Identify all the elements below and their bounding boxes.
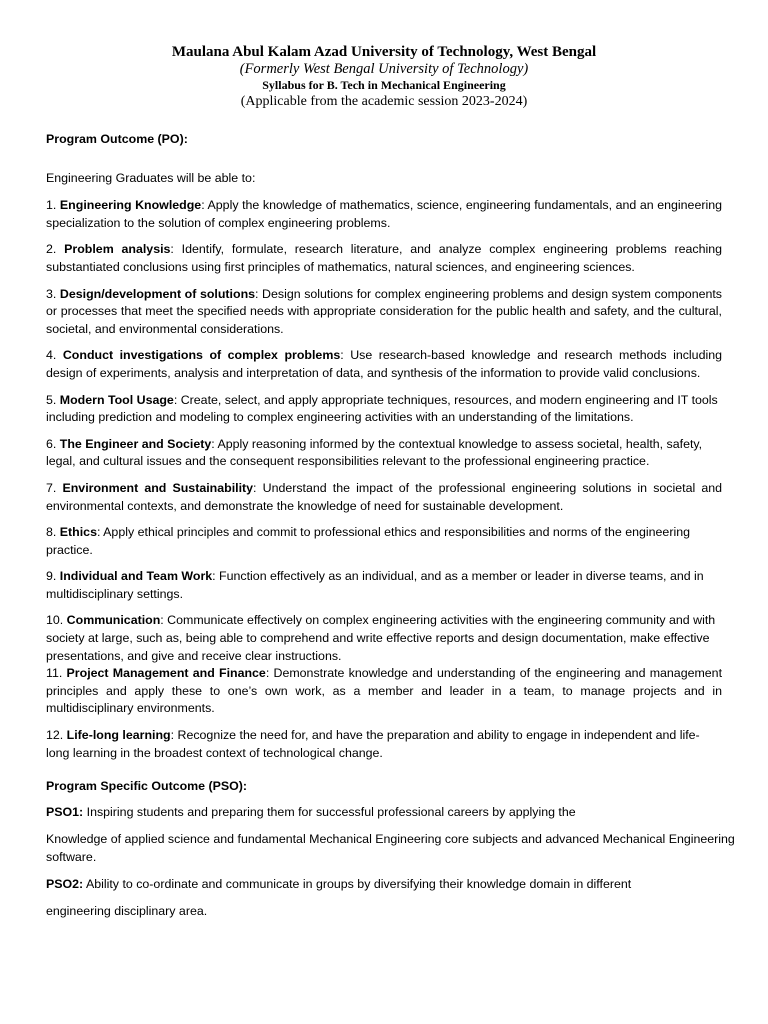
po-item: 3. Design/development of solutions: Design solutions for complex engineering problems and design system components or processes that meet the specified needs with appropriate consideration for the public health and safety, and the cultural, societal, and environmental considerations. bbox=[46, 286, 723, 336]
po-item-title: Ethics bbox=[59, 525, 97, 540]
university-name: Maulana Abul Kalam Azad University of Technology, West Bengal bbox=[171, 44, 597, 60]
po-item-title: Engineering Knowledge bbox=[59, 198, 202, 213]
po-item: 1. Engineering Knowledge: Apply the knowledge of mathematics, science, engineering fundamentals, and an engineering specialization to the solution of complex engineering problems. bbox=[46, 198, 722, 230]
document-body bbox=[46, 131, 735, 921]
po-item-title: Environment and Sustainability bbox=[62, 480, 254, 495]
pso-section-title: Program Specific Outcome (PSO): bbox=[46, 779, 248, 794]
po-item-title: Conduct investigations of complex problems bbox=[62, 348, 341, 363]
pso2-continuation: engineering disciplinary area. bbox=[46, 904, 208, 919]
pso1-continuation: Knowledge of applied science and fundamental Mechanical Engineering core subjects and advanced Mechanical Engineering software. bbox=[46, 832, 735, 864]
po-item-title: Life-long learning bbox=[66, 728, 171, 743]
po-item-title: Design/development of solutions bbox=[59, 286, 256, 301]
po-intro: Engineering Graduates will be able to: bbox=[46, 170, 256, 185]
po-item: 7. Environment and Sustainability: Understand the impact of the professional engineering solutions in societal and environmental contexts, and demonstrate the knowledge of need for sustainable development. bbox=[46, 480, 723, 513]
po-item-title: Problem analysis bbox=[64, 242, 171, 257]
document-header bbox=[0, 44, 768, 110]
po-item: 12. Life-long learning: Recognize the need for, and have the preparation and ability to engage in independent and life-long learning in the broadest context of technological change. bbox=[46, 728, 700, 760]
po-item: 4. Conduct investigations of complex problems: Use research-based knowledge and research methods including design of experiments, analysis and interpretation of data, and synthesis of the information to provide valid conclusions. bbox=[46, 348, 722, 380]
po-item-title: Individual and Team Work bbox=[59, 569, 213, 584]
po-item: 10. Communication: Communicate effectively on complex engineering activities with the engineering community and with society at large, such as, being able to comprehend and write effective reports and design documentation, make effective presentations, and give and receive clear instructions. bbox=[46, 613, 716, 663]
po-item-title: Communication bbox=[66, 613, 161, 628]
po-item: 8. Ethics: Apply ethical principles and commit to professional ethics and responsibilities and norms of the engineering practice. bbox=[46, 525, 690, 557]
pso2-item: PSO2: Ability to co-ordinate and communicate in groups by diversifying their knowledge domain in different bbox=[46, 876, 632, 891]
pso1-label: PSO1: bbox=[46, 804, 84, 819]
former-name: (Formerly West Bengal University of Technology) bbox=[239, 61, 529, 77]
pso1-item: PSO1: Inspiring students and preparing them for successful professional careers by applying the bbox=[46, 804, 576, 819]
po-item: 11. Project Management and Finance: Demonstrate knowledge and understanding of the engineering and management principles and apply these to one’s own work, as a member and leader in a team, to manage projects and in multidisciplinary environments. bbox=[46, 666, 723, 716]
pso2-label: PSO2: bbox=[46, 876, 84, 891]
applicable-session: (Applicable from the academic session 2023-2024) bbox=[240, 94, 528, 109]
po-item: 9. Individual and Team Work: Function effectively as an individual, and as a member or leader in diverse teams, and in multidisciplinary settings. bbox=[46, 569, 704, 601]
po-item-title: Modern Tool Usage bbox=[59, 392, 174, 407]
po-item: 5. Modern Tool Usage: Create, select, and apply appropriate techniques, resources, and modern engineering and IT tools including prediction and modeling to complex engineering activities with an understanding of the limitations. bbox=[46, 392, 718, 425]
po-item-title: The Engineer and Society bbox=[59, 436, 212, 451]
syllabus-title: Syllabus for B. Tech in Mechanical Engineering bbox=[262, 78, 506, 92]
po-item: 2. Problem analysis: Identify, formulate, research literature, and analyze complex engineering problems reaching substantiated conclusions using first principles of mathematics, natural sciences, and engineering sciences. bbox=[46, 242, 722, 274]
po-item: 6. The Engineer and Society: Apply reasoning informed by the contextual knowledge to assess societal, health, safety, legal, and cultural issues and the consequent responsibilities relevant to the professional engineering practice. bbox=[46, 436, 703, 469]
po-item-title: Project Management and Finance bbox=[66, 666, 266, 681]
po-section-title: Program Outcome (PO): bbox=[46, 132, 188, 146]
